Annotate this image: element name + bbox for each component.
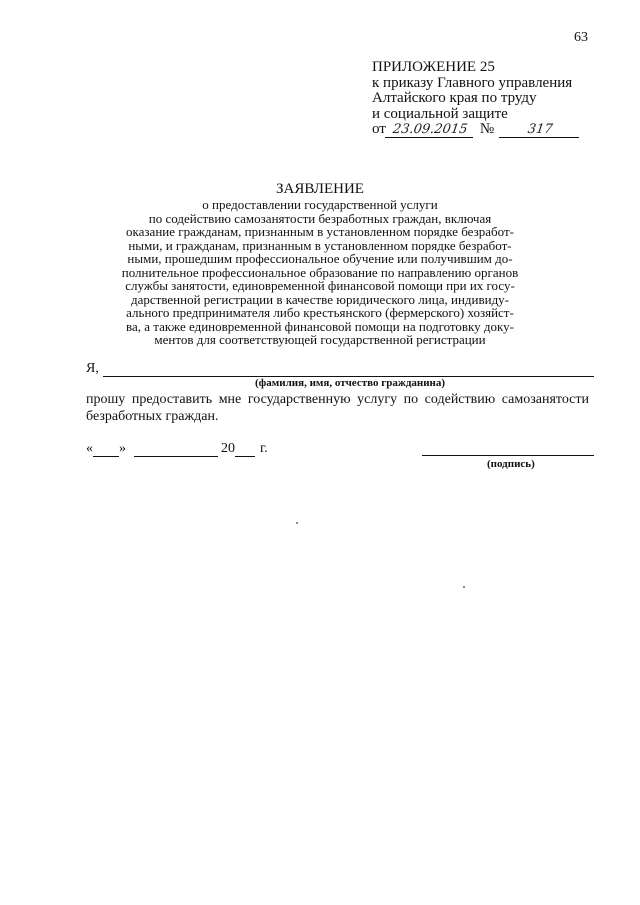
applicant-name-field[interactable] xyxy=(103,364,594,377)
heading-line: о предоставлении государственной услуги xyxy=(202,197,438,212)
date-prefix: от xyxy=(372,121,386,137)
appendix-title: ПРИЛОЖЕНИЕ 25 xyxy=(372,59,495,75)
heading-line: ментов для соответствующей государственной регистрации xyxy=(154,332,486,347)
application-heading xyxy=(70,181,570,347)
scan-speck xyxy=(463,586,465,588)
application-title: ЗАЯВЛЕНИЕ xyxy=(276,181,364,197)
day-field[interactable] xyxy=(93,444,119,457)
scan-speck xyxy=(296,522,298,524)
appendix-line: и социальной защите xyxy=(372,105,508,122)
year-suffix: г. xyxy=(260,441,268,456)
heading-line: службы занятости, единовременной финансовой помощи при их госу- xyxy=(125,278,515,293)
signature-caption: (подпись) xyxy=(487,458,535,470)
date-row xyxy=(86,441,268,457)
heading-line: оказание гражданам, признанным в установленном порядке безработ- xyxy=(126,224,514,239)
year-field[interactable] xyxy=(235,444,255,457)
appendix-header xyxy=(372,60,580,138)
heading-line: ва, а также единовременной финансовой помощи на подготовку доку- xyxy=(125,318,515,334)
applicant-row xyxy=(86,361,594,377)
heading-line: дарственной регистрации в качестве юридического лица, индивиду- xyxy=(130,291,510,307)
fio-caption: (фамилия, имя, отчество гражданина) xyxy=(255,377,446,389)
ya-label: Я, xyxy=(86,361,99,376)
heading-line: ными, и гражданам, признанным в установленном порядке безработ- xyxy=(128,237,512,253)
handwritten-date: 23.09.2015 xyxy=(385,123,475,138)
quote-close: » xyxy=(119,441,126,456)
page-number: 63 xyxy=(574,30,588,45)
month-field[interactable] xyxy=(134,444,218,457)
quote-open: « xyxy=(86,441,93,456)
signature-field[interactable] xyxy=(422,455,594,456)
appendix-line: Алтайского края по труду xyxy=(372,90,537,106)
heading-line: ального предпринимателя либо крестьянского (фермерского) хозяйст- xyxy=(126,305,514,320)
heading-line: ными, прошедшим профессиональное обучение или получившим до- xyxy=(127,251,513,266)
heading-line: полнительное профессиональное образование по направлению органов xyxy=(121,264,519,280)
request-text: прошу предоставить мне государственную услугу по содействию самозанятости безработных граждан. xyxy=(86,392,589,424)
number-prefix: № xyxy=(479,121,495,137)
order-date-number xyxy=(372,122,580,138)
heading-line: по содействию самозанятости безработных граждан, включая xyxy=(148,210,492,226)
appendix-line: к приказу Главного управления xyxy=(372,74,573,91)
year-prefix: 20 xyxy=(221,441,235,456)
handwritten-number: 317 xyxy=(499,123,581,138)
